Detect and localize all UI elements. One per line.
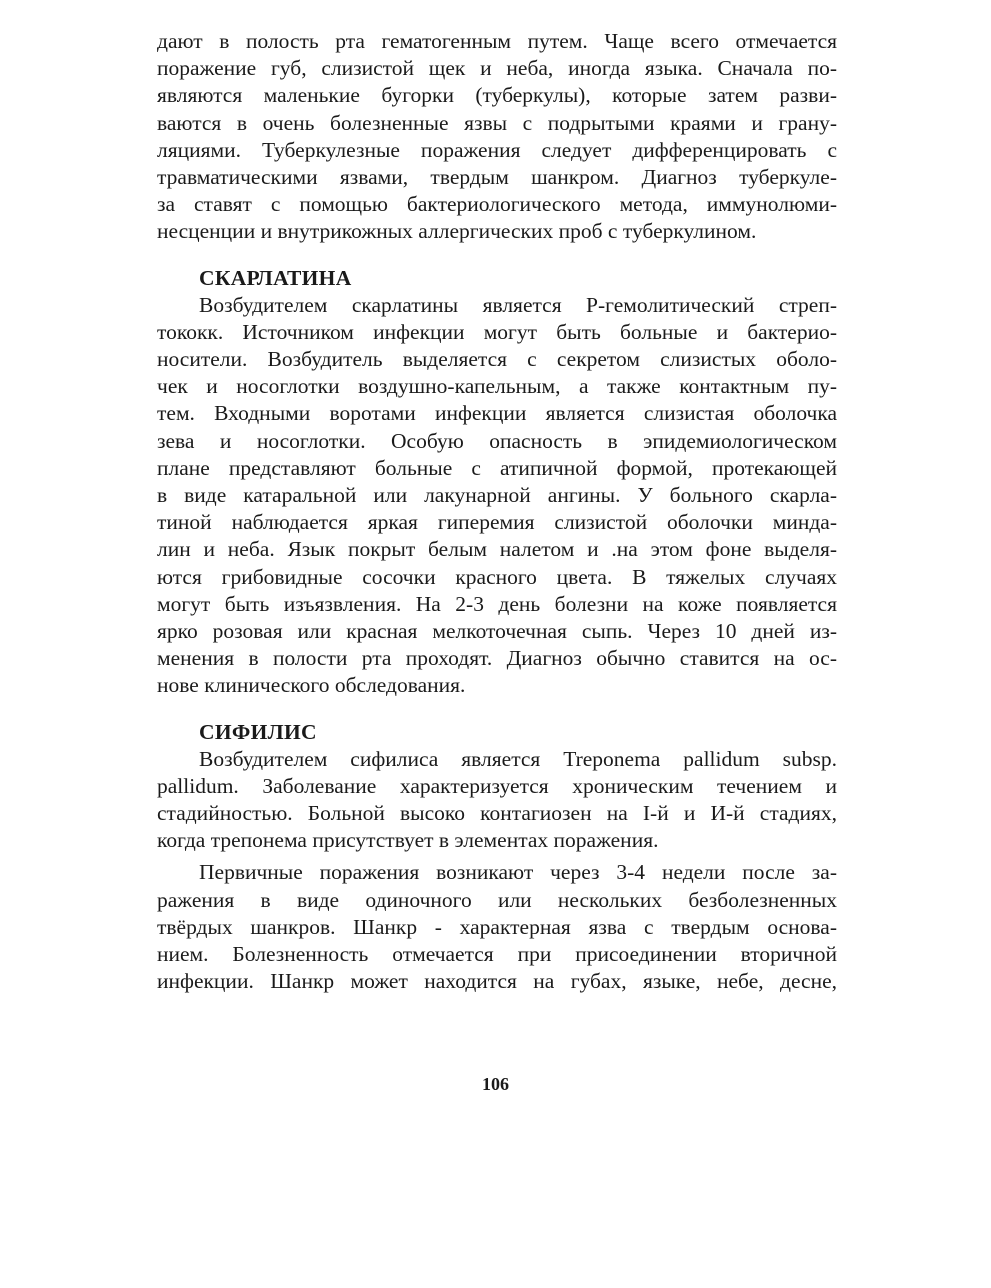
text-line: дают в полость рта гематогенным путем. Чаще всего отмечается (157, 29, 837, 53)
text-line: за ставят с помощью бактериологического метода, иммунолюми- (157, 192, 837, 217)
section-heading: СИФИЛИС (199, 719, 317, 744)
section-heading: СКАРЛАТИНА (199, 265, 352, 290)
text-line: зева и носоглотки. Особую опасность в эпидемиологическом (157, 428, 837, 453)
section-syphilis (157, 719, 837, 996)
text-line: носители. Возбудитель выделяется с секретом слизистых оболо- (157, 347, 837, 372)
page-number: 106 (482, 1074, 509, 1094)
text-line: ются грибовидные сосочки красного цвета. В тяжелых случаях (157, 564, 837, 589)
text-line: ляциями. Туберкулезные поражения следует дифференцировать с (157, 137, 837, 162)
text-line: тем. Входными воротами инфекции является слизистая оболочка (157, 401, 837, 426)
text-line: когда трепонема присутствует в элементах поражения. (157, 828, 659, 853)
text-line: нием. Болезненность отмечается при присоединении вторичной (157, 942, 837, 966)
document-page (157, 28, 837, 995)
text-line: ражения в виде одиночного или нескольких безболезненных (157, 887, 837, 912)
text-line: травматическими язвами, твердым шанкром. Диагноз туберкуле- (157, 164, 837, 189)
text-line: несценции и внутрикожных аллергических проб с туберкулином. (157, 219, 757, 244)
text-line: ярко розовая или красная мелкоточечная сыпь. Через 10 дней из- (157, 618, 837, 643)
text-line: Первичные поражения возникают через 3-4 недели после за- (199, 860, 837, 885)
text-line: являются маленькие бугорки (туберкулы), которые затем разви- (157, 83, 837, 108)
text-line: в виде катаральной или лакунарной ангины. У больного скарла- (157, 483, 837, 507)
text-line: нове клинического обследования. (157, 673, 466, 698)
text-line: могут быть изъязвления. На 2-3 день болезни на коже появляется (157, 591, 837, 616)
text-line: чек и носоглотки воздушно-капельным, а также контактным пу- (157, 374, 837, 399)
text-line: Возбудителем сифилиса является Treponema pallidum subsp. (199, 746, 837, 771)
text-line: инфекции. Шанкр может находится на губах, языке, небе, десне, (157, 969, 837, 994)
text-line: стадийностью. Больной высоко контагиозен на I-й и И-й стадиях, (157, 801, 837, 826)
text-line: ваются в очень болезненные язвы с подрытыми краями и грану- (157, 110, 837, 135)
intro-paragraph (157, 28, 837, 246)
text-line: тиной наблюдается яркая гиперемия слизистой оболочки минда- (157, 510, 837, 535)
text-line: тококк. Источником инфекции могут быть больные и бактерио- (157, 319, 837, 344)
section-spacer (157, 700, 837, 719)
text-line: менения в полости рта проходят. Диагноз обычно ставится на ос- (157, 646, 837, 671)
text-line: плане представляют больные с атипичной формой, протекающей (157, 455, 837, 480)
section-scarlatina (157, 265, 837, 700)
paragraph (157, 859, 837, 995)
paragraph (157, 746, 837, 855)
text-line: Возбудителем скарлатины является P-гемолитический стреп- (199, 292, 837, 317)
section-spacer (157, 246, 837, 265)
text-line: твёрдых шанкров. Шанкр - характерная язва с твердым основа- (157, 914, 837, 939)
text-line: лин и неба. Язык покрыт белым налетом и .на этом фоне выделя- (157, 537, 837, 562)
text-line: pallidum. Заболевание характеризуется хроническим течением и (157, 773, 837, 798)
text-line: поражение губ, слизистой щек и неба, иногда языка. Сначала по- (157, 56, 837, 81)
